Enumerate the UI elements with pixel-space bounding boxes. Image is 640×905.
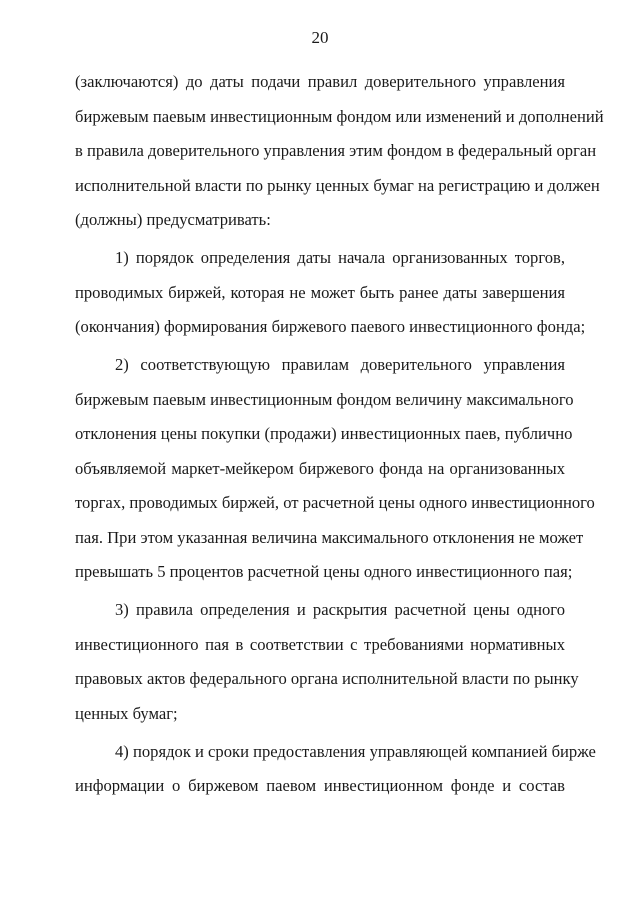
text-line: биржевым паевым инвестиционным фондом величину максимального — [75, 389, 574, 409]
text-line: исполнительной власти по рынку ценных бумаг на регистрацию и должен — [75, 175, 600, 195]
document-body — [75, 72, 604, 796]
text-line: информации о биржевом паевом инвестиционном фонде и состав — [75, 776, 565, 795]
page-number: 20 — [311, 28, 329, 47]
text-line: 4) порядок и сроки предоставления управляющей компанией бирже — [115, 741, 596, 761]
text-line: 1) порядок определения даты начала организованных торгов, — [115, 248, 565, 267]
text-line: 2) соответствующую правилам доверительного управления — [115, 355, 565, 374]
list-item-3 — [75, 600, 579, 724]
list-item-4 — [75, 741, 596, 797]
text-line: превышать 5 процентов расчетной цены одного инвестиционного пая; — [75, 562, 573, 581]
text-line: правовых актов федерального органа исполнительной власти по рынку — [75, 669, 579, 688]
text-line: проводимых биржей, которая не может быть ранее даты завершения — [75, 282, 565, 302]
text-line: инвестиционного пая в соответствии с требованиями нормативных — [75, 634, 565, 654]
text-line: (должны) предусматривать: — [75, 210, 271, 229]
list-item-1 — [75, 248, 586, 337]
text-line: 3) правила определения и раскрытия расчетной цены одного — [115, 600, 565, 619]
text-line: (заключаются) до даты подачи правил доверительного управления — [75, 72, 565, 91]
text-line: объявляемой маркет-мейкером биржевого фонда на организованных — [75, 458, 565, 478]
text-line: в правила доверительного управления этим фондом в федеральный орган — [75, 141, 597, 160]
text-line: (окончания) формирования биржевого паевого инвестиционного фонда; — [75, 317, 586, 336]
list-item-2 — [75, 355, 595, 582]
text-line: отклонения цены покупки (продажи) инвестиционных паев, публично — [75, 424, 573, 443]
text-line: биржевым паевым инвестиционным фондом или изменений и дополнений — [75, 106, 604, 126]
text-line: ценных бумаг; — [75, 703, 178, 723]
text-line: торгах, проводимых биржей, от расчетной цены одного инвестиционного — [75, 493, 595, 512]
text-line: пая. При этом указанная величина максимального отклонения не может — [75, 527, 584, 547]
paragraph-intro — [75, 72, 604, 230]
